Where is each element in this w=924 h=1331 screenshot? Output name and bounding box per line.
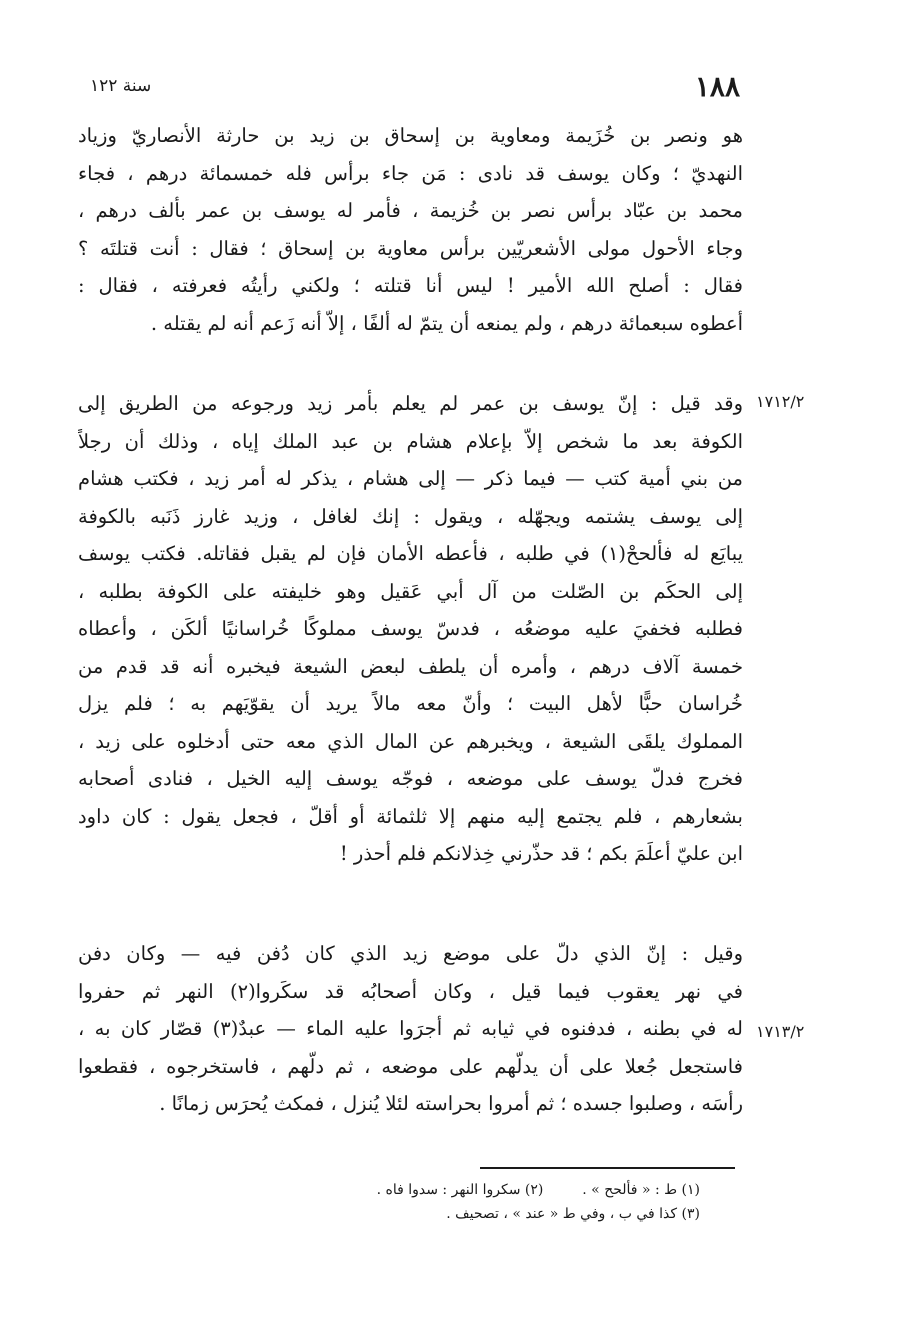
text-line: فطلبه فخفيَ عليه موضعُه ، فدسّ يوسف مملوكًا خُراسانيًا ألكَن ، وأعطاه <box>78 617 743 640</box>
text-line: إلى يوسف يشتمه ويجهّله ، ويقول : إنك لغافل ، وزيد غارز ذَنَبه بالكوفة <box>78 504 743 528</box>
text-line: محمد بن عبّاد برأس نصر بن خُزيمة ، فأمر له يوسف بن عمر بألف درهم ، <box>78 199 743 222</box>
paragraph-1 <box>78 117 743 342</box>
text-line: وقيل : إنّ الذي دلّ على موضع زيد الذي كان دُفن فيه — وكان دفن <box>78 942 743 965</box>
footnote-divider <box>480 1167 735 1169</box>
text-line: بشعارهم ، فلم يجتمع إليه منهم إلا ثلثمائة أو أقلّ ، فجعل يقول : كان داود <box>78 804 743 828</box>
text-line: خُراسان حبًّا لأهل البيت ؛ وأنّ معه مالاً يريد أن يقوّيَهم به ؛ فلم يزل <box>78 692 743 715</box>
footnote-number: (١) <box>681 1182 700 1198</box>
text-line: رأسَه ، وصلبوا جسده ؛ ثم أمروا بحراسته لئلا يُنزل ، فمكث يُحرَس زمانًا . <box>159 1092 743 1115</box>
footnote-line <box>240 1202 700 1226</box>
text-line: النهديّ ؛ وكان يوسف قد نادى : مَن جاء برأس فله خمسمائة درهم ، فجاء <box>78 161 743 185</box>
text-line: خمسة آلاف درهم ، وأمره أن يلطف لبعض الشيعة فيخبره أنه قد قدم من <box>78 654 743 678</box>
text-line: له في بطنه ، فدفنوه في ثيابه ثم أجرَوا عليه الماء — عبدٌ(٣) قصّار كان به ، <box>78 1017 743 1040</box>
text-line: وجاء الأحول مولى الأشعريّين برأس معاوية بن إسحاق ؛ فقال : أنت قتلتَه ؟ <box>78 236 743 260</box>
page-number: ١٨٨ <box>694 70 740 103</box>
text-line: فاستجعل جُعلا على أن يدلّهم على موضعه ، ثم دلّهم ، فاستخرجوه ، فقطعوا <box>78 1054 743 1078</box>
text-line: المملوك يلقَى الشيعة ، ويخبرهم عن المال الذي معه حتى أدخلوه على زيد ، <box>78 729 743 753</box>
text-line: فقال : أصلح الله الأمير ! ليس أنا قتلته ؛ ولكني رأيتُه فعرفته ، فقال : <box>78 274 743 297</box>
footnote-text: سكروا النهر : سدوا فاه . <box>376 1182 521 1198</box>
paragraph-3 <box>78 935 743 1123</box>
page-header <box>90 70 740 110</box>
text-line: في نهر يعقوب فيما قيل ، وكان أصحابُه قد سكَروا(٢) النهر ثم حفروا <box>78 979 743 1003</box>
text-line: يبايَع له فألححْ(١) في طلبه ، فأعطه الأمان فإن لم يقبل فقاتله. فكتب يوسف <box>78 542 743 565</box>
footnote-text: كذا في ب ، وفي ط « عند » ، تصحيف . <box>446 1206 678 1222</box>
footnote-number: (٢) <box>524 1182 544 1198</box>
footnote-text: ط : « فألحح » . <box>582 1182 678 1198</box>
text-line: من بني أمية كتب — فيما ذكر — إلى هشام ، يذكر له أمر زيد ، فكتب هشام <box>78 467 743 490</box>
text-line: هو ونصر بن خُزَيمة ومعاوية بن إسحاق بن زيد بن حارثة الأنصاريّ وزياد <box>78 124 743 147</box>
text-line: أعطوه سبعمائة درهم ، ولم يمنعه أن يتمّ له ألفًا ، إلاّ أنه زَعم أنه لم يقتله . <box>150 311 743 335</box>
text-line: ابن عليّ أعلَمَ بكم ؛ قد حذّرني خِذلانكم فلم أحذر ! <box>339 842 743 865</box>
paragraph-2 <box>78 385 743 873</box>
footnote-line <box>240 1178 700 1202</box>
text-line: فخرج فدلّ يوسف على موضعه ، فوجّه يوسف إليه الخيل ، فنادى أصحابه <box>78 767 743 790</box>
text-line: إلى الحكَم بن الصّلت من آل أبي عَقيل وهو خليفته على الكوفة بطلبه ، <box>78 579 743 603</box>
text-line: وقد قيل : إنّ يوسف بن عمر لم يعلم بأمر زيد ورجوعه من الطريق إلى <box>78 392 743 415</box>
footnote-number: (٣) <box>681 1206 700 1222</box>
margin-reference: ١٧١٢/٢ <box>756 392 805 411</box>
footnotes <box>240 1178 700 1226</box>
margin-reference: ١٧١٣/٢ <box>756 1022 805 1041</box>
running-head-year: سنة ١٢٢ <box>90 76 152 96</box>
text-line: الكوفة بعد ما شخص إلاّ بإعلام هشام بن عبد الملك إياه ، وذلك أن رجلاً <box>78 429 743 453</box>
